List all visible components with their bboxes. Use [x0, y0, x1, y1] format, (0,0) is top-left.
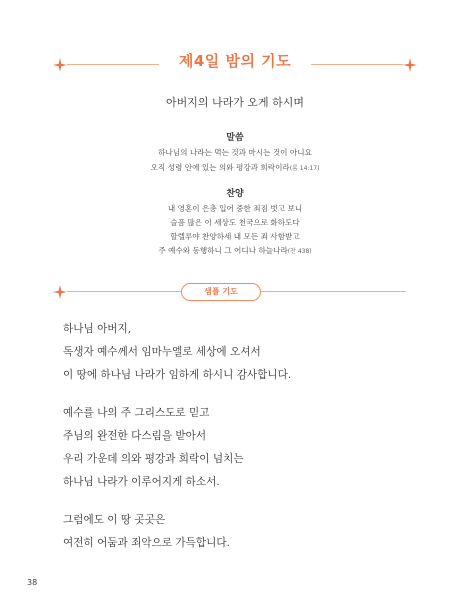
- word-heading: 말씀: [226, 133, 244, 143]
- word-line: 하나님의 나라는 먹는 것과 마시는 것이 아니요: [158, 148, 312, 157]
- sparkle-icon: [53, 285, 67, 299]
- word-line: [0, 162, 470, 173]
- sample-rule-left: [67, 291, 181, 292]
- sample-prayer-badge: 샘플 기도: [181, 283, 261, 301]
- sparkle-icon: [403, 58, 417, 72]
- hymn-line: 할렐루야 찬양하세 내 모든 죄 사함받고: [170, 232, 300, 241]
- page-number: 38: [27, 578, 38, 587]
- prayer-line: 주님의 완전한 다스림을 받아서: [63, 430, 207, 442]
- prayer-line: 그럼에도 이 땅 곳곳은: [63, 514, 166, 526]
- hymn-heading: 찬양: [226, 189, 244, 199]
- prayer-line: 독생자 예수께서 임마누엘로 세상에 오셔서: [63, 346, 261, 358]
- hymn-line: 슬픔 많은 이 세상도 천국으로 화하도다: [170, 218, 300, 227]
- prayer-line: 하나님 나라가 이루어지게 하소서.: [63, 476, 220, 488]
- word-line-text: 오직 성령 안에 있는 의와 평강과 희락이라: [150, 163, 290, 172]
- prayer-line: 우리 가운데 의와 평강과 희락이 넘치는: [63, 453, 244, 465]
- hymn-reference: (찬 438): [287, 248, 312, 255]
- hymn-line: [0, 245, 470, 256]
- title-rule-right: [311, 64, 403, 65]
- word-reference: (롬 14:17): [289, 165, 320, 172]
- hymn-line-text: 주 예수와 동행하니 그 어디나 하늘나라: [158, 246, 288, 255]
- hymn-line: 내 영혼이 은총 입어 중한 죄짐 벗고 보니: [167, 204, 303, 213]
- prayer-line: 예수를 나의 주 그리스도로 믿고: [63, 407, 210, 419]
- prayer-line: 이 땅에 하나님 나라가 임하게 하시니 감사합니다.: [63, 369, 292, 381]
- sample-rule-right: [261, 291, 406, 292]
- prayer-line: 여전히 어둠과 죄악으로 가득합니다.: [63, 537, 230, 549]
- page-subtitle: 아버지의 나라가 오게 하시며: [165, 96, 304, 109]
- page-title: 제4일 밤의 기도: [178, 52, 292, 70]
- prayer-line: 하나님 아버지,: [63, 323, 132, 335]
